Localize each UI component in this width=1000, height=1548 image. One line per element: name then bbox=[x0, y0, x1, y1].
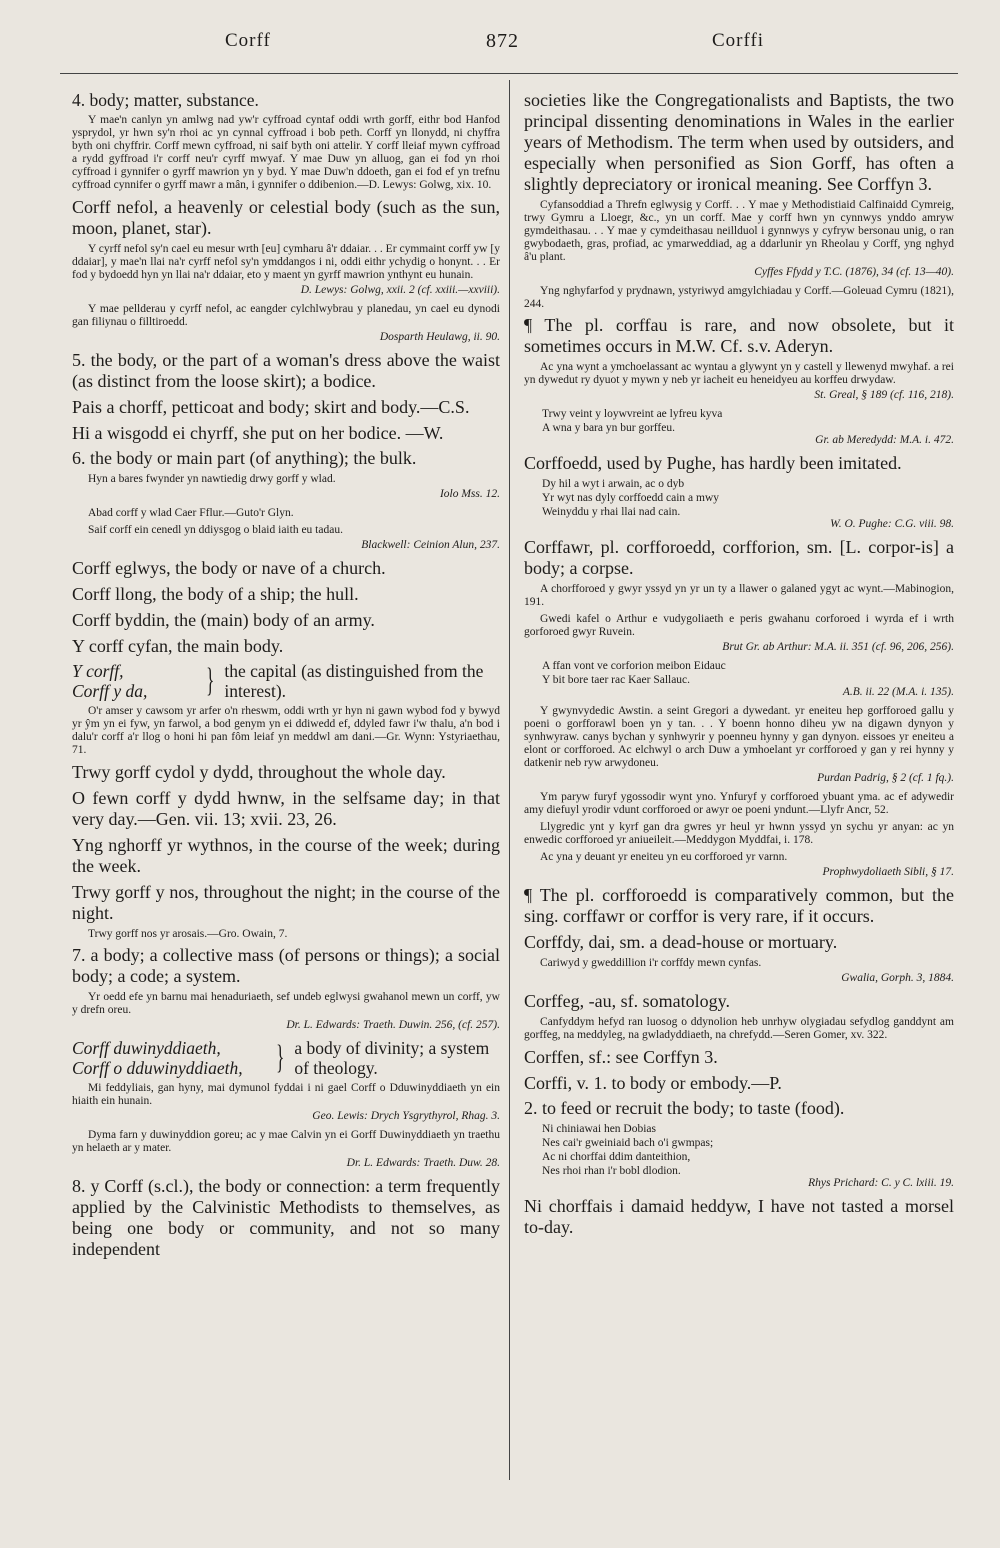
sense-8-continued: societies like the Congregationalists and Baptists, the two principal dissenting denominations in Wales in the earlier years of Methodism. The term when used by outsiders, and especially when personified as Sion Gorff, has often a slightly depreciatory or ironical meaning. See Corffyn 3. bbox=[524, 90, 954, 194]
citation: O'r amser y cawsom yr arfer o'n rheswm, oddi wrth yr hyn ni gawn wybod fod y bywyd yr ŷm yn ei fyw, yn farwol, a bod genym yn ei ddiwedd ef, ddyled fawr i'w thalu, a'n bod i dalu'r corff a'r llog o honi hi pan fôm leiaf yn meddwl am dani.—Gr. Wynn: Ystyriaethau, 71. bbox=[72, 705, 500, 756]
citation-source: Rhys Prichard: C. y C. lxiii. 19. bbox=[808, 1177, 954, 1189]
citation: Gwedi kafel o Arthur e vudygoliaeth e peris gwahanu corforoed i wyrda ef i wrth gorforoed gwyr Ruvein. bbox=[524, 613, 954, 638]
citation-source: Cyffes Ffydd y T.C. (1876), 34 (cf. 13—40). bbox=[754, 266, 954, 278]
citation-source: Blackwell: Ceinion Alun, 237. bbox=[361, 539, 500, 551]
phrase-corff-llong: Corff llong, the body of a ship; the hull. bbox=[72, 584, 359, 604]
citation-source: Prophwydoliaeth Sibli, § 17. bbox=[822, 866, 954, 878]
left-column bbox=[72, 88, 500, 1264]
verse-line: Nes rhoi rhan i'r bobl dlodion. bbox=[542, 1165, 681, 1177]
citation-source: Dosparth Heulawg, ii. 90. bbox=[379, 331, 500, 343]
phrase-corff-eglwys: Corff eglwys, the body or nave of a church. bbox=[72, 558, 386, 578]
running-head-right: Corffi bbox=[712, 30, 765, 51]
citation: Y cyrff nefol sy'n cael eu mesur wrth [eu] cymharu â'r ddaiar. . . Er cymmaint corff yw [y ddaiar], y mae'n llai na'r cyrff nefol sy'n ymddangos i ni, oddi eithr ychydig o honynt. . . Er fod y bydoedd hyn yn llai na'r ddaiar, eto y maent yn gyrff mawrion ynthynt eu hunain. bbox=[72, 243, 500, 281]
citation-source: Dr. L. Edwards: Traeth. Duw. 28. bbox=[346, 1157, 500, 1169]
term: Corff duwinyddiaeth, bbox=[72, 1038, 221, 1058]
citation-source: Iolo Mss. 12. bbox=[439, 488, 500, 500]
term: Corff o dduwinyddiaeth, bbox=[72, 1058, 243, 1078]
citation: Cariwyd y gweddillion i'r corffdy mewn cynfas. bbox=[540, 957, 762, 969]
citation: Abad corff y wlad Caer Fflur.—Guto'r Glyn. bbox=[88, 507, 294, 519]
phrase-corff-byddin: Corff byddin, the (main) body of an army. bbox=[72, 610, 375, 630]
phrase-ni-chorffais: Ni chorffais i damaid heddyw, I have not tasted a morsel to-day. bbox=[524, 1196, 954, 1237]
citation: Llygredic ynt y kyrf gan dra gwres yr heul yr hwnn yssyd yn sychu yr anyan: ac yn enwedic corfforoed yr aniueileit.—Meddygon Myddfai, i. 178. bbox=[524, 821, 954, 846]
brace-left-terms bbox=[72, 661, 202, 701]
phrase-yng-nghorff: Yng nghorff yr wythnos, in the course of the week; during the week. bbox=[72, 835, 500, 876]
citation: Ym paryw furyf ygossodir wynt yno. Ynfuryf y corfforoed ybuant yma. ac ef adywedir amy diefuyl yrodir vdunt corfforoed or awyr oe poeni yndunt.—Llyfr Ancr, 52. bbox=[524, 791, 954, 816]
citation-source: Purdan Padrig, § 2 (cf. 1 fq.). bbox=[817, 772, 954, 784]
headword-corffdy: Corffdy, dai, sm. a dead-house or mortuary. bbox=[524, 932, 838, 952]
verse-line: Yr wyt nas dyly corffoedd cain a mwy bbox=[542, 492, 720, 504]
brace-left-terms bbox=[72, 1038, 272, 1078]
brace-glyph: } bbox=[276, 1039, 285, 1076]
citation-source: Dr. L. Edwards: Traeth. Duwin. 256, (cf. 257). bbox=[286, 1019, 500, 1031]
headword-corffawr: Corffawr, pl. corfforoedd, corfforion, sm. [L. corpor-is] a body; a corpse. bbox=[524, 537, 954, 578]
citation: Yr oedd efe yn barnu mai henaduriaeth, sef undeb eglwysi gwahanol mewn un corff, yw y drefn oreu. bbox=[72, 991, 500, 1016]
citation-source: W. O. Pughe: C.G. viii. 98. bbox=[830, 518, 954, 530]
brace-definition: the capital (as distinguished from the interest). bbox=[224, 661, 484, 701]
running-head-left: Corff bbox=[225, 30, 271, 51]
usage-note-corffau: ¶ The pl. corffau is rare, and now obsolete, but it sometimes occurs in M.W. Cf. s.v. Aderyn. bbox=[524, 315, 954, 356]
term: Corff y da, bbox=[72, 681, 148, 701]
citation: Canfyddym hefyd ran luosog o ddynolion heb unrhyw olygiadau sefydlog ganddynt am gorffeg, na meddyleg, na gwladyddiaeth, na chrefydd.—Seren Gomer, xv. 322. bbox=[524, 1016, 954, 1041]
sense-5: 5. the body, or the part of a woman's dress above the waist (as distinct from the loose skirt); a bodice. bbox=[72, 350, 500, 391]
verse-line: Nes cai'r gweiniaid bach o'i gwmpas; bbox=[542, 1137, 714, 1149]
term: Y corff, bbox=[72, 661, 124, 681]
citation-source: A.B. ii. 22 (M.A. i. 135). bbox=[842, 686, 954, 698]
citation: Y mae'n canlyn yn amlwg nad yw'r cyffroad cyntaf oddi wrth gorff, eithr bod Hanfod ysprydol, yr hwn sy'n rhoi ac yn cynnal cyffroad i bob peth. Corff yn llonydd, ni chyffra byth oni chyffrir. Corff mewn cyffroad, ni saif byth oni attelir. Y corff lleiaf mywn cyffroad a rydd gyffroad i'r corff neu'r cyrff mwyaf. Y mae Duw yn alluog, gan ei fod yn rhoi cyffroad i gynnifer o gyrff mawrion yn y byd. Y mae Duw'n ddoeth, gan ei fod ef yn trefnu cyffroad cynnifer o gyrff mawr a mân, i gynnifer o ddibenion.—D. Lewys: Golwg, xix. 10. bbox=[72, 114, 500, 191]
citation: Yng nghyfarfod y prydnawn, ystyriwyd amgylchiadau y Corff.—Goleuad Cymru (1821), 244. bbox=[524, 285, 954, 310]
citation: Dyma farn y duwinyddion goreu; ac y mae Calvin yn ei Gorff Duwinyddiaeth yn traethu yn helaeth ar y mater. bbox=[72, 1129, 500, 1154]
verse-line: Y bit bore taer rac Kaer Sallauc. bbox=[542, 674, 691, 686]
verse-line: A ffan vont ve corforion meibon Eidauc bbox=[542, 660, 726, 672]
right-column bbox=[524, 88, 954, 1242]
phrase-trwy-gorff-y-nos: Trwy gorff y nos, throughout the night; in the course of the night. bbox=[72, 882, 500, 923]
verse-line: Weinyddu y rhai llai nad cain. bbox=[542, 506, 681, 518]
column-divider bbox=[509, 80, 510, 1480]
citation-source: St. Greal, § 189 (cf. 116, 218). bbox=[814, 389, 954, 401]
brace-entry-capital bbox=[72, 661, 500, 701]
headword-corffi: Corffi, v. 1. to body or embody.—P. bbox=[524, 1073, 782, 1093]
sense-6: 6. the body or main part (of anything); the bulk. bbox=[72, 448, 417, 468]
verse-line: A wna y bara yn bur gorffeu. bbox=[542, 422, 675, 434]
verse-line: Ni chiniawai hen Dobias bbox=[542, 1123, 657, 1135]
corffi-sense-2: 2. to feed or recruit the body; to taste (food). bbox=[524, 1098, 845, 1118]
citation: Y gwynvydedic Awstin. a seint Gregori a dywedant. yr eneiteu hep gorfforoed gallu y poeni o gorfforawl boen yn y tan. . . Y boenn honno diheu yw na digawn dynyon y synhwyraw. canys bychan y synhwyrir y poenneu hynny y gan dynyon. eissoes yr eneiteu a elont or corfforoed. Ac elchwyl o arch Duw a ymhoelant yr corfforoed y gan y rei hynny y datkenir neb ryw arwydoneu. bbox=[524, 705, 954, 769]
citation: A chorfforoed y gwyr yssyd yn yr un ty a llawer o galaned ygyt ac wynt.—Mabinogion, 191. bbox=[524, 583, 954, 608]
usage-note-corfforoedd: ¶ The pl. corfforoedd is comparatively common, but the sing. corffawr or corffor is very rare, if it occurs. bbox=[524, 885, 954, 926]
citation: Trwy gorff nos yr arosais.—Gro. Owain, 7. bbox=[88, 928, 288, 940]
phrase-corff-nefol: Corff nefol, a heavenly or celestial body (such as the sun, moon, planet, star). bbox=[72, 197, 500, 238]
sense-4: 4. body; matter, substance. bbox=[72, 90, 259, 110]
verse-line: Trwy veint y loywvreint ae lyfreu kyva bbox=[542, 408, 723, 420]
citation: Saif corff ein cenedl yn ddiysgog o blaid iaith eu tadau. bbox=[88, 524, 343, 536]
citation: Cyfansoddiad a Threfn eglwysig y Corff. . . Y mae y Methodistiaid Calfinaidd Cymreig, trwy Gymru a Lloegr, &c., yn un corff. Mae y corff hwn yn cynnwys ynddo amryw gymdeithasau. . . Y mae y cymdeithasau neillduol i gynnwys y cyfryw bersonau unig, o ran gwybodaeth, gras, profiad, ac ymarweddiad, ag a ddarlunir yn Rheolau y Corff, yng nghyd â'u plant. bbox=[524, 199, 954, 263]
verse-line: Ac ni chorffai ddim danteithion, bbox=[542, 1151, 691, 1163]
header-rule bbox=[60, 73, 958, 74]
citation-source: Geo. Lewis: Drych Ysgrythyrol, Rhag. 3. bbox=[312, 1110, 500, 1122]
note-corffoedd: Corffoedd, used by Pughe, has hardly been imitated. bbox=[524, 453, 902, 473]
phrase-o-fewn-corff: O fewn corff y dydd hwnw, in the selfsame day; in that very day.—Gen. vii. 13; xvii. 23, 26. bbox=[72, 788, 500, 829]
citation: Ac yna y deuant yr eneiteu yn eu corfforoed yr varnn. bbox=[540, 851, 788, 863]
sense-7: 7. a body; a collective mass (of persons or things); a social body; a code; a system. bbox=[72, 945, 500, 986]
phrase-hi-a-wisgodd: Hi a wisgodd ei chyrff, she put on her bodice. —W. bbox=[72, 423, 444, 443]
phrase-corff-cyfan: Y corff cyfan, the main body. bbox=[72, 636, 284, 656]
citation-source: Gr. ab Meredydd: M.A. i. 472. bbox=[815, 434, 954, 446]
citation: Mi feddyliais, gan hyny, mai dymunol fyddai i ni gael Corff o Dduwinyddiaeth yn ein hiaith ein hunain. bbox=[72, 1082, 500, 1107]
citation: Hyn a bares fwynder yn nawtiedig drwy gorff y wlad. bbox=[88, 473, 336, 485]
sense-8: 8. y Corff (s.cl.), the body or connection: a term frequently applied by the Calvinistic Methodists to themselves, as being one body or community, and not so many independent bbox=[72, 1176, 500, 1259]
verse-line: Dy hil a wyt i arwain, ac o dyb bbox=[542, 478, 685, 490]
phrase-trwy-gorff-cydol: Trwy gorff cydol y dydd, throughout the whole day. bbox=[72, 762, 446, 782]
brace-entry-divinity bbox=[72, 1038, 500, 1078]
citation-source: D. Lewys: Golwg, xxii. 2 (cf. xxiii.—xxviii). bbox=[300, 284, 500, 296]
headword-corffeg: Corffeg, -au, sf. somatology. bbox=[524, 991, 730, 1011]
citation-source: Gwalia, Gorph. 3, 1884. bbox=[841, 972, 954, 984]
citation: Y mae pellderau y cyrff nefol, ac eangder cylchlwybrau y planedau, yn cael eu dynodi gan filiynau o filltiroedd. bbox=[72, 303, 500, 328]
page-number: 872 bbox=[486, 30, 519, 52]
brace-glyph: } bbox=[206, 662, 215, 699]
headword-corffen: Corffen, sf.: see Corffyn 3. bbox=[524, 1047, 718, 1067]
phrase-pais-a-chorff: Pais a chorff, petticoat and body; skirt and body.—C.S. bbox=[72, 397, 470, 417]
citation-source: Brut Gr. ab Arthur: M.A. ii. 351 (cf. 96, 206, 256). bbox=[722, 641, 954, 653]
citation: Ac yna wynt a ymchoelassant ac wyntau a glywynt yn y castell y llewenyd mwyhaf. a rei yn dywedut ry dyuot y mywn y neb yr iacheit eu heneidyeu au korffeu drwydaw. bbox=[524, 361, 954, 386]
brace-definition: a body of divinity; a system of theology. bbox=[294, 1038, 490, 1078]
